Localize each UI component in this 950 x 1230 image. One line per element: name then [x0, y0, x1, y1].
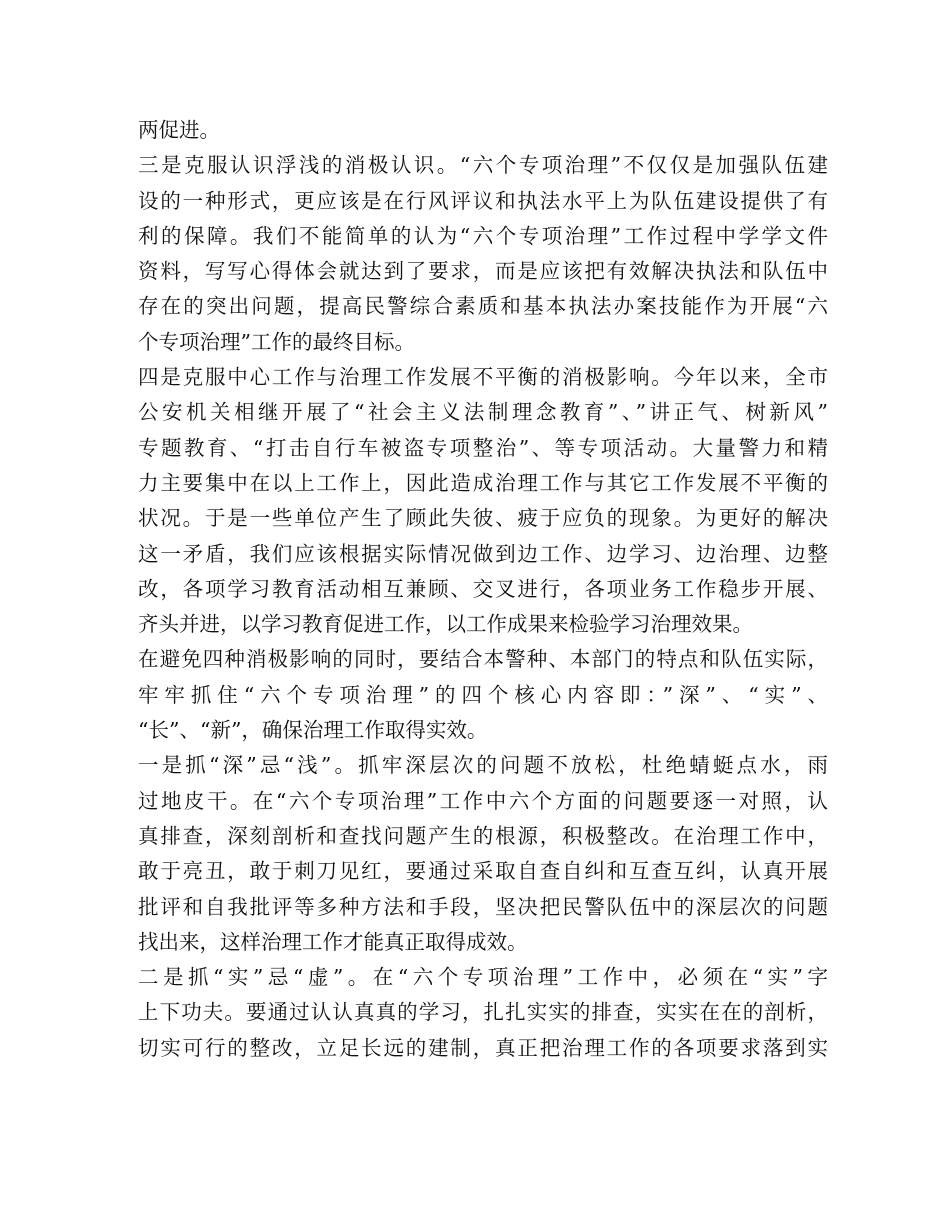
text-line: 专题教育、“打击自行车被盗专项整治”、等专项活动。大量警力和精 [138, 435, 828, 460]
text-line: “长”、“新”，确保治理工作取得实效。 [138, 718, 488, 743]
text-line: 状况。于是一些单位产生了顾此失彼、疲于应负的现象。为更好的解决 [138, 506, 828, 531]
text-line: 找出来，这样治理工作才能真正取得成效。 [138, 929, 528, 954]
body-text [138, 113, 828, 1066]
text-line: 改，各项学习教育活动相互兼顾、交叉进行，各项业务工作稳步开展、 [138, 576, 828, 601]
text-line: 个专项治理”工作的最终目标。 [138, 329, 415, 354]
text-line: 齐头并进，以学习教育促进工作，以工作成果来检验学习治理效果。 [138, 612, 753, 637]
text-line: 过地皮干。在“六个专项治理”工作中六个方面的问题要逐一对照，认 [138, 788, 828, 813]
text-line: 真排查，深刻剖析和查找问题产生的根源，积极整改。在治理工作中， [138, 823, 828, 848]
text-line: 公安机关相继开展了“社会主义法制理念教育”、”讲正气、树新风” [138, 400, 828, 425]
text-line: 存在的突出问题，提高民警综合素质和基本执法办案技能作为开展“六 [138, 294, 828, 319]
text-line: 两促进。 [138, 118, 220, 142]
text-line: 三是克服认识浮浅的消极认识。“六个专项治理”不仅仅是加强队伍建 [138, 153, 828, 178]
text-line: 牢牢抓住“六个专项治理”的四个核心内容即：”深”、“实”、 [138, 682, 828, 707]
text-line: 在避免四种消极影响的同时，要结合本警种、本部门的特点和队伍实际， [138, 647, 828, 672]
text-line: 四是克服中心工作与治理工作发展不平衡的消极影响。今年以来，全市 [138, 365, 828, 390]
text-line: 利的保障。我们不能简单的认为“六个专项治理”工作过程中学学文件 [138, 223, 828, 248]
text-line: 二是抓“实”忌“虚”。在“六个专项治理”工作中，必须在“实”字 [138, 965, 828, 990]
text-line: 一是抓“深”忌“浅”。抓牢深层次的问题不放松，杜绝蜻蜓点水，雨 [138, 753, 828, 778]
text-line: 上下功夫。要通过认认真真的学习，扎扎实实的排查，实实在在的剖析， [138, 1000, 828, 1025]
text-line: 设的一种形式，更应该是在行风评议和执法水平上为队伍建设提供了有 [138, 188, 828, 213]
text-line: 敢于亮丑，敢于刺刀见红，要通过采取自查自纠和互查互纠，认真开展 [138, 859, 828, 884]
text-line: 切实可行的整改，立足长远的建制，真正把治理工作的各项要求落到实 [138, 1035, 828, 1060]
text-line: 资料，写写心得体会就达到了要求，而是应该把有效解决执法和队伍中 [138, 259, 828, 284]
text-line: 批评和自我批评等多种方法和手段，坚决把民警队伍中的深层次的问题 [138, 894, 828, 919]
text-line: 这一矛盾，我们应该根据实际情况做到边工作、边学习、边治理、边整 [138, 541, 828, 566]
text-line: 力主要集中在以上工作上，因此造成治理工作与其它工作发展不平衡的 [138, 470, 828, 495]
